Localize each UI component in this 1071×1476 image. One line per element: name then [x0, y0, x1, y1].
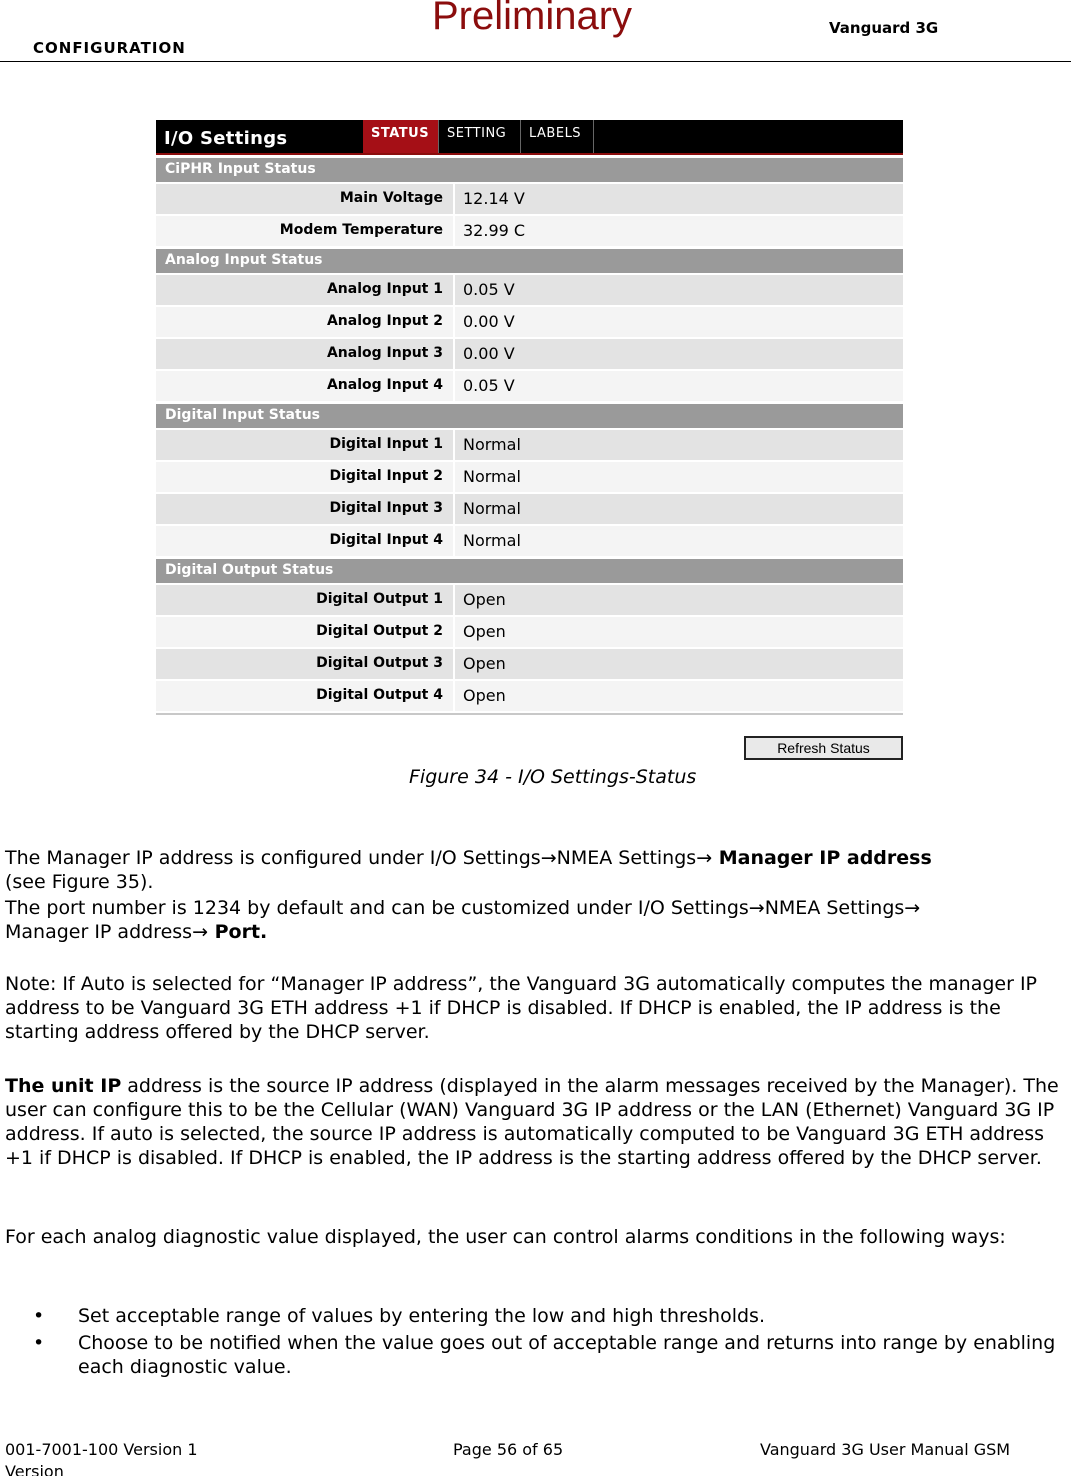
footer-doc-number: 001-7001-100 Version 1 [5, 1440, 198, 1459]
table-row [156, 526, 903, 556]
row-value: 0.00 V [453, 307, 903, 337]
io-settings-titlebar [156, 120, 903, 155]
tab-labels[interactable]: LABELS [521, 120, 594, 153]
table-row [156, 649, 903, 679]
table-row [156, 681, 903, 711]
text-span: (see Figure 35). [5, 871, 154, 893]
bullet-marker: • [33, 1332, 45, 1354]
section-header-digital-output-status: Digital Output Status [156, 559, 903, 583]
row-label: Digital Output 3 [316, 655, 443, 671]
row-value: Open [453, 585, 903, 615]
bold-term: The unit IP [5, 1075, 122, 1097]
tab-status[interactable]: STATUS [363, 120, 439, 153]
text-span: NMEA Settings [764, 897, 905, 919]
row-label: Digital Output 4 [316, 687, 443, 703]
row-label: Digital Input 1 [329, 436, 443, 452]
preliminary-watermark: Preliminary [432, 0, 633, 38]
header-section-label: CONFIGURATION [33, 39, 186, 57]
row-label: Analog Input 2 [326, 313, 443, 329]
paragraph-port-number [5, 896, 1071, 944]
table-row [156, 494, 903, 524]
row-value: Normal [453, 462, 903, 492]
table-row [156, 339, 903, 369]
row-value: Open [453, 681, 903, 711]
io-settings-screenshot [156, 120, 903, 715]
text-span: Manager IP address [5, 921, 193, 943]
bullet-item: Set acceptable range of values by entering the low and high thresholds. [78, 1305, 765, 1327]
header-product-name: Vanguard 3G [829, 19, 939, 37]
row-value: Normal [453, 494, 903, 524]
footer-version-word: Version [5, 1462, 64, 1476]
paragraph-auto-note: Note: If Auto is selected for “Manager IP address”, the Vanguard 3G automatically computes the manager IP address to be Vanguard 3G ETH address +1 if DHCP is disabled. If DHCP is enabled, the IP address is the starting address offered by the DHCP server. [5, 973, 1038, 1043]
table-row [156, 184, 903, 214]
arrow-glyph: → [748, 897, 765, 919]
row-value: Normal [453, 430, 903, 460]
bullet-item: Choose to be notified when the value goes out of acceptable range and returns into range by enabling each diagnostic value. [78, 1332, 1056, 1378]
text-span: The Manager IP address is configured under I/O Settings [5, 847, 541, 869]
row-value: Open [453, 649, 903, 679]
tab-setting[interactable]: SETTING [439, 120, 521, 153]
table-row [156, 371, 903, 401]
row-label: Digital Output 2 [316, 623, 443, 639]
io-settings-title: I/O Settings [164, 128, 288, 149]
footer-manual-title: Vanguard 3G User Manual GSM [760, 1440, 1011, 1459]
table-row [156, 585, 903, 615]
section-header-ciphr-input-status: CiPHR Input Status [156, 158, 903, 182]
row-label: Analog Input 1 [326, 281, 443, 297]
arrow-glyph: → [696, 847, 713, 869]
paragraph-manager-ip [5, 846, 1071, 894]
row-value: 0.05 V [453, 371, 903, 401]
footer-page-number: Page 56 of 65 [453, 1440, 564, 1459]
text-span: NMEA Settings [556, 847, 697, 869]
row-label: Analog Input 4 [326, 377, 443, 393]
bold-term: Manager IP address [712, 847, 932, 869]
section-header-analog-input-status: Analog Input Status [156, 249, 903, 273]
row-value: Normal [453, 526, 903, 556]
row-value: 0.00 V [453, 339, 903, 369]
text-span: address is the source IP address (displayed in the alarm messages received by the Manager). The user can configure this to be the Cellular (WAN) Vanguard 3G IP address or the LAN (Ethernet) Vanguard 3G IP address. If auto is selected, the source IP address is automatically computed to be Vanguard 3G ETH address +1 if DHCP is disabled. If DHCP is enabled, the IP address is the starting address offered by the DHCP server. [5, 1075, 1059, 1169]
text-span: The port number is 1234 by default and can be customized under I/O Settings [5, 897, 749, 919]
figure-caption: Figure 34 - I/O Settings-Status [409, 766, 697, 788]
paragraph-alarm-intro: For each analog diagnostic value displayed, the user can control alarms conditions in the following ways: [5, 1226, 1006, 1248]
row-label: Modem Temperature [279, 222, 443, 238]
row-value: 32.99 C [453, 216, 903, 246]
row-value: 12.14 V [453, 184, 903, 214]
row-label: Main Voltage [339, 190, 443, 206]
table-row [156, 275, 903, 305]
header-divider [0, 61, 1071, 62]
table-row [156, 307, 903, 337]
arrow-glyph: → [192, 921, 208, 943]
table-row [156, 216, 903, 246]
row-label: Digital Output 1 [316, 591, 443, 607]
section-header-digital-input-status: Digital Input Status [156, 404, 903, 428]
row-value: Open [453, 617, 903, 647]
table-row [156, 430, 903, 460]
bold-term: Port. [208, 921, 268, 943]
row-label: Digital Input 3 [329, 500, 443, 516]
row-label: Digital Input 4 [329, 532, 443, 548]
paragraph-unit-ip [5, 1074, 1071, 1170]
bullet-marker: • [33, 1305, 45, 1327]
arrow-glyph: → [904, 897, 921, 919]
row-label: Digital Input 2 [329, 468, 443, 484]
table-row [156, 617, 903, 647]
row-label: Analog Input 3 [326, 345, 443, 361]
row-value: 0.05 V [453, 275, 903, 305]
arrow-glyph: → [540, 847, 557, 869]
table-row [156, 462, 903, 492]
refresh-status-button[interactable]: Refresh Status [744, 736, 903, 760]
table-bottom-divider [156, 713, 903, 715]
